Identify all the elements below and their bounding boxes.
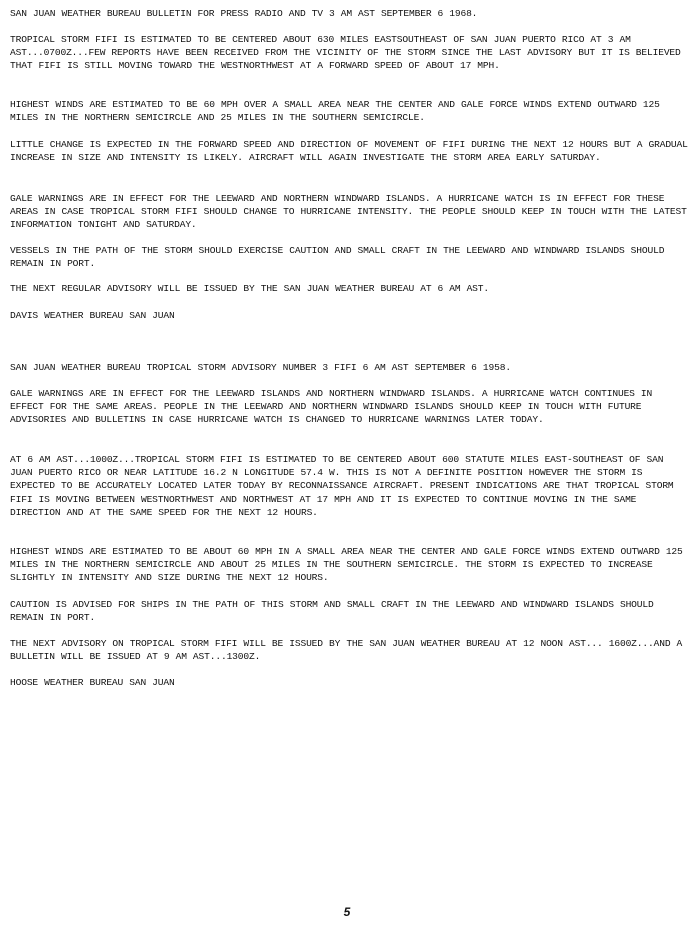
advisory-paragraph: CAUTION IS ADVISED FOR SHIPS IN THE PATH OF THIS STORM AND SMALL CRAFT IN THE LEEWARD AND WINDWARD ISLANDS SHOULD REMAIN IN PORT.: [10, 599, 654, 624]
bulletin-paragraph: LITTLE CHANGE IS EXPECTED IN THE FORWARD SPEED AND DIRECTION OF MOVEMENT OF FIFI DURING THE NEXT 12 HOURS BUT A GRADUAL INCREASE IN SIZE AND INTENSITY IS LIKELY. AIRCRAFT WILL AGAIN INVESTIGATE THE STORM AREA EARLY SATURDAY.: [10, 139, 688, 164]
advisory-paragraph: HIGHEST WINDS ARE ESTIMATED TO BE ABOUT 60 MPH IN A SMALL AREA NEAR THE CENTER AND GALE FORCE WINDS EXTEND OUTWARD 125 MILES IN THE NORTHERN SEMICIRCLE AND ABOUT 25 MILES IN THE SOUTHERN SEMICIRCLE. THE STORM IS EXPECTED TO INCREASE SLIGHTLY IN INTENSITY AND SIZE DURING THE NEXT 12 HOURS.: [10, 546, 683, 584]
bulletin-paragraph: THE NEXT REGULAR ADVISORY WILL BE ISSUED BY THE SAN JUAN WEATHER BUREAU AT 6 AM AST.: [10, 283, 490, 294]
bulletin-signature: DAVIS WEATHER BUREAU SAN JUAN: [10, 310, 175, 321]
advisory-heading: SAN JUAN WEATHER BUREAU TROPICAL STORM ADVISORY NUMBER 3 FIFI 6 AM AST SEPTEMBER 6 1958.: [10, 362, 511, 373]
bulletin-paragraph: TROPICAL STORM FIFI IS ESTIMATED TO BE CENTERED ABOUT 630 MILES EASTSOUTHEAST OF SAN JUAN PUERTO RICO AT 3 AM AST...0700Z...FEW REPORTS HAVE BEEN RECEIVED FROM THE VICINITY OF THE STORM SINCE THE LAST ADVISORY BUT IT IS BELIEVED THAT FIFI IS STILL MOVING TOWARD THE WESTNORTHWEST AT A FORWARD SPEED OF ABOUT 17 MPH.: [10, 34, 681, 72]
bulletin-heading: SAN JUAN WEATHER BUREAU BULLETIN FOR PRESS RADIO AND TV 3 AM AST SEPTEMBER 6 1968.: [10, 8, 478, 19]
bulletin-paragraph: GALE WARNINGS ARE IN EFFECT FOR THE LEEWARD AND NORTHERN WINDWARD ISLANDS. A HURRICANE WATCH IS IN EFFECT FOR THESE AREAS IN CASE TROPICAL STORM FIFI SHOULD CHANGE TO HURRICANE INTENSITY. THE PEOPLE SHOULD KEEP IN TOUCH WITH THE LATEST INFORMATION TONIGHT AND SATURDAY.: [10, 193, 687, 231]
advisory-signature: HOOSE WEATHER BUREAU SAN JUAN: [10, 677, 175, 688]
bulletin-paragraph: VESSELS IN THE PATH OF THE STORM SHOULD EXERCISE CAUTION AND SMALL CRAFT IN THE LEEWARD AND WINDWARD ISLANDS SHOULD REMAIN IN PORT.: [10, 245, 665, 270]
bulletin-paragraph: HIGHEST WINDS ARE ESTIMATED TO BE 60 MPH OVER A SMALL AREA NEAR THE CENTER AND GALE FORCE WINDS EXTEND OUTWARD 125 MILES IN THE NORTHERN SEMICIRCLE AND 25 MILES IN THE SOUTHERN SEMICIRCLE.: [10, 99, 660, 124]
advisory-paragraph: AT 6 AM AST...1000Z...TROPICAL STORM FIFI IS ESTIMATED TO BE CENTERED ABOUT 600 STATUTE MILES EAST-SOUTHEAST OF SAN JUAN PUERTO RICO OR NEAR LATITUDE 16.2 N LONGITUDE 57.4 W. THIS IS NOT A DEFINITE POSITION HOWEVER THE STORM IS EXPECTED TO BE ACCURATELY LOCATED LATER TODAY BY RECONNAISSANCE AIRCRAFT. PRESENT INDICATIONS ARE THAT TROPICAL STORM FIFI IS MOVING BETWEEN WESTNORTHWEST AND NORTHWEST AT 17 MPH AND IT IS EXPECTED TO CONTINUE MOVING IN THE SAME DIRECTION AND AT THE SAME SPEED FOR THE NEXT 12 HOURS.: [10, 454, 674, 518]
advisory-paragraph: THE NEXT ADVISORY ON TROPICAL STORM FIFI WILL BE ISSUED BY THE SAN JUAN WEATHER BUREAU AT 12 NOON AST... 1600Z...AND A BULLETIN WILL BE ISSUED AT 9 AM AST...1300Z.: [10, 638, 683, 663]
page-number: 5: [343, 905, 351, 919]
advisory-paragraph: GALE WARNINGS ARE IN EFFECT FOR THE LEEWARD ISLANDS AND NORTHERN WINDWARD ISLANDS. A HURRICANE WATCH CONTINUES IN EFFECT FOR THE SAME AREAS. PEOPLE IN THE LEEWARD AND NORTHERN WINDWARD ISLANDS SHOULD KEEP IN TOUCH WITH FUTURE ADVISORIES AND BULLETINS IN CASE HURRICANE WATCH IS CHANGED TO HURRICANE WARNINGS LATER TODAY.: [10, 388, 653, 426]
